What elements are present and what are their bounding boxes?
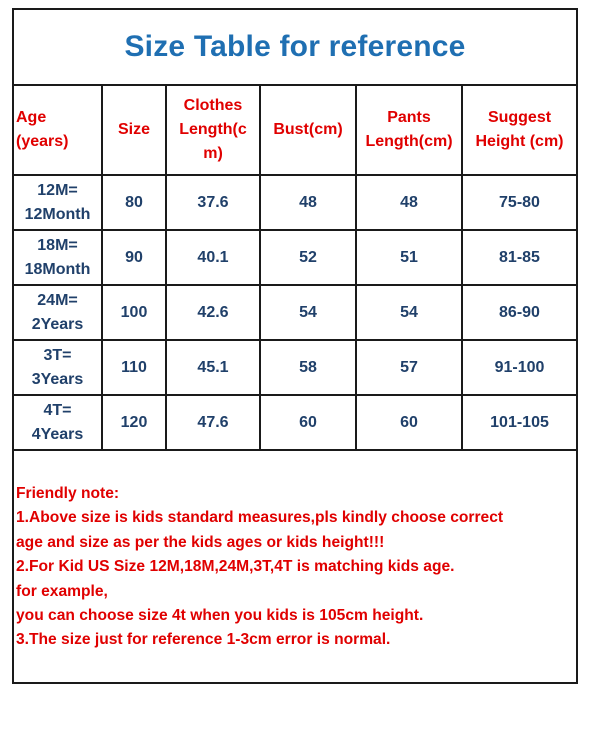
note-line: 3.The size just for reference 1-3cm error is normal. [16,631,391,649]
table-row [14,285,576,340]
note-line: 1.Above size is kids standard measures,pls kindly choose correct [16,509,504,527]
cell-pants-length: 48 [356,175,462,230]
header-clothes-length: Clothes Length(c m) [166,86,260,175]
note-line: you can choose size 4t when you kids is 105cm height. [16,607,424,625]
header-row [14,86,576,175]
note-line: age and size as per the kids ages or kids height!!! [16,533,385,551]
cell-size: 120 [102,395,166,450]
cell-clothes-length: 37.6 [166,175,260,230]
note-line: for example, [16,582,108,600]
cell-clothes-length: 47.6 [166,395,260,450]
size-table [14,86,576,451]
cell-age: 12M= 12Month [14,175,102,230]
header-suggest-height: Suggest Height (cm) [462,86,576,175]
cell-clothes-length: 45.1 [166,340,260,395]
header-size: Size [102,86,166,175]
cell-clothes-length: 42.6 [166,285,260,340]
cell-age: 3T= 3Years [14,340,102,395]
table-row [14,340,576,395]
friendly-note [16,482,576,653]
cell-suggest-height: 86-90 [462,285,576,340]
table-row [14,230,576,285]
cell-pants-length: 60 [356,395,462,450]
size-chart-frame [12,8,578,684]
cell-bust: 52 [260,230,356,285]
cell-suggest-height: 75-80 [462,175,576,230]
cell-clothes-length: 40.1 [166,230,260,285]
cell-size: 100 [102,285,166,340]
title-box [14,10,576,86]
cell-pants-length: 57 [356,340,462,395]
cell-suggest-height: 81-85 [462,230,576,285]
cell-suggest-height: 91-100 [462,340,576,395]
cell-size: 110 [102,340,166,395]
header-bust: Bust(cm) [260,86,356,175]
table-row [14,395,576,450]
cell-bust: 58 [260,340,356,395]
header-pants-length: Pants Length(cm) [356,86,462,175]
cell-age: 18M= 18Month [14,230,102,285]
note-heading: Friendly note: [16,485,120,502]
cell-bust: 54 [260,285,356,340]
note-line: 2.For Kid US Size 12M,18M,24M,3T,4T is matching kids age. [16,558,455,576]
cell-suggest-height: 101-105 [462,395,576,450]
cell-size: 80 [102,175,166,230]
header-age: Age (years) [14,86,102,175]
cell-bust: 60 [260,395,356,450]
table-row [14,175,576,230]
cell-pants-length: 54 [356,285,462,340]
cell-bust: 48 [260,175,356,230]
page-title: Size Table for reference [124,30,466,63]
cell-age: 24M= 2Years [14,285,102,340]
cell-size: 90 [102,230,166,285]
cell-age: 4T= 4Years [14,395,102,450]
cell-pants-length: 51 [356,230,462,285]
